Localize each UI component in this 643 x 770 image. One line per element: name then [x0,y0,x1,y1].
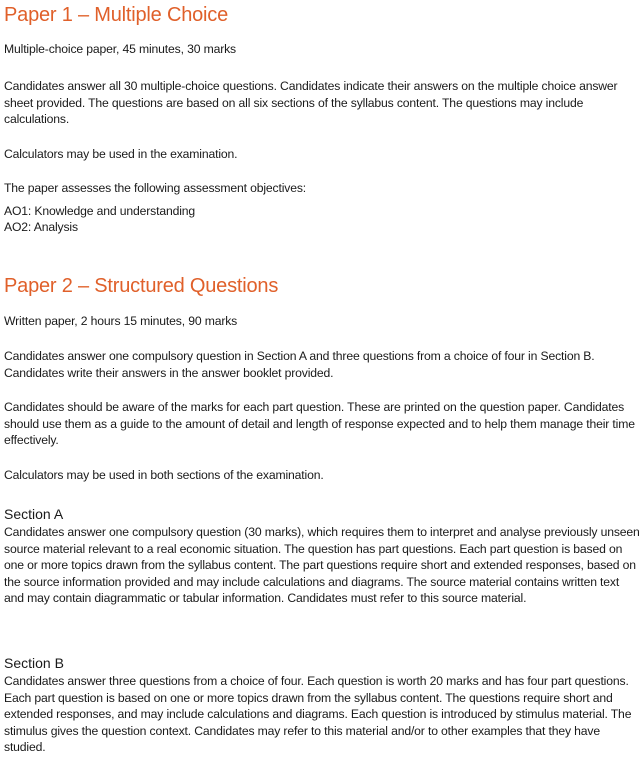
section-b-body: Candidates answer three questions from a choice of four. Each question is worth 20 marks and has four part questions. Each part question is based on one or more topics drawn from the syllabus content. The questions require short and extended responses, and may include calculations and diagrams. Each question is introduced by stimulus material. The stimulus gives the question context. Candidates may refer to this material and/or to other examples that they have studied. [4,674,632,754]
paper-2-calculators: Calculators may be used in both sections of the examination. [4,468,324,482]
paper-1-calculators: Calculators may be used in the examination. [4,147,238,161]
section-b-block [4,654,640,756]
paper-1-summary: Multiple-choice paper, 45 minutes, 30 marks [4,42,236,56]
section-a-heading: Section A [4,506,64,522]
paper-1-summary-block [4,41,640,58]
objective-item: AO1: Knowledge and understanding [4,203,196,218]
paper-2-marks-block [4,399,640,449]
section-b-heading: Section B [4,655,64,671]
paper-1-calculators-block [4,146,640,163]
paper-1-objectives-intro: The paper assesses the following assessment objectives: [4,181,307,195]
paper-2-calculators-block [4,467,640,484]
paper-2-description: Candidates answer one compulsory question in Section A and three questions from a choice of four in Section B. Candidates write their answers in the answer booklet provided. [4,349,595,380]
paper-2-description-block [4,348,640,381]
paper-1-description-block [4,78,640,128]
section-a-body: Candidates answer one compulsory question (30 marks), which requires them to interpret and analyse previously unseen source material relevant to a real economic situation. The question has part questions. Each part question is based on one or more topics drawn from the syllabus content. The part questions require short and extended responses, based on the source information provided and may include calculations and diagrams. The source material contains written text and may contain diagrammatic or tabular information. Candidates must refer to this source material. [4,525,640,605]
paper-2-heading: Paper 2 – Structured Questions [4,275,279,297]
paper-1-description: Candidates answer all 30 multiple-choice questions. Candidates indicate their answers on the multiple choice answer sheet provided. The questions are based on all six sections of the syllabus content. The questions may include calculations. [4,79,618,126]
paper-2-summary-block [4,313,640,330]
objective-item: AO2: Analysis [4,220,78,234]
paper-1-objectives-block [4,180,640,236]
paper-2-summary: Written paper, 2 hours 15 minutes, 90 marks [4,314,238,328]
section-a-block [4,505,640,607]
paper-1-heading: Paper 1 – Multiple Choice [4,4,229,26]
paper-2-marks-note: Candidates should be aware of the marks for each part question. These are printed on the question paper. Candidates should use them as a guide to the amount of detail and length of response expected and to help them manage their time effectively. [4,400,635,447]
